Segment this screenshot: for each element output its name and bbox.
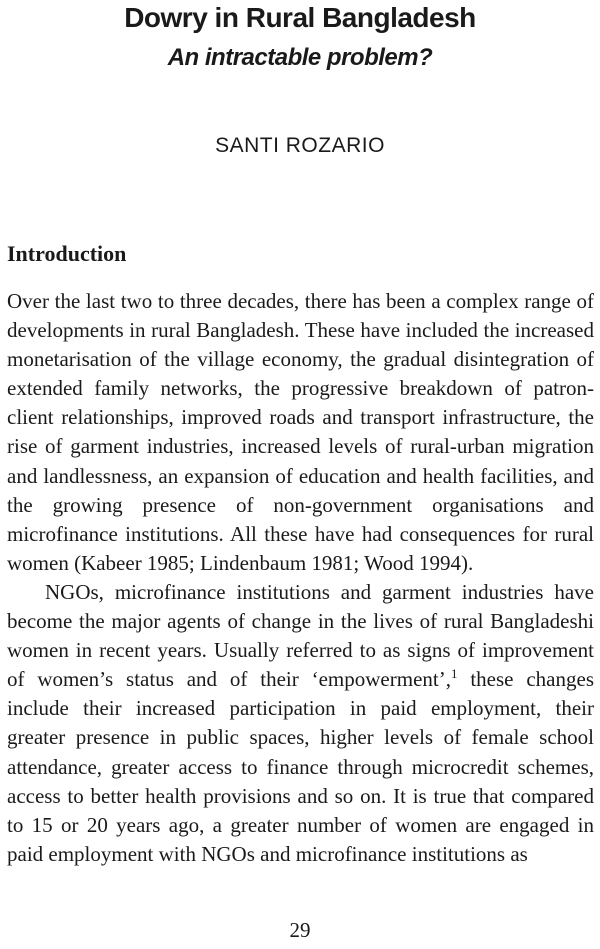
- author-name: SANTI ROZARIO: [215, 134, 385, 157]
- body-text: [7, 287, 594, 869]
- footnote-marker[interactable]: 1: [450, 666, 458, 682]
- paragraph-2: [7, 578, 594, 869]
- paragraph-2-text-before-note: NGOs, microfinance institutions and garment industries have become the major agents of change in the lives of rural Bangladeshi women in recent years. Usually referred to as signs of improvement of women’s status and of their ‘empowerment’,: [7, 579, 594, 692]
- chapter-title: Dowry in Rural Bangladesh: [124, 2, 476, 33]
- page-number: 29: [289, 918, 311, 942]
- section-heading: Introduction: [7, 241, 127, 266]
- paragraph-2-text-after-note: these changes include their increased participation in paid employment, their greater presence in public spaces, higher levels of female school attendance, greater access to finance through microcredit schemes, access to better health provisions and so on. It is true that compared to 15 or 20 years ago, a greater number of women are engaged in paid employment with NGOs and microfinance institutions as: [7, 667, 594, 866]
- paragraph-1: Over the last two to three decades, there has been a complex range of developments in rural Bangladesh. These have included the increased monetarisation of the village economy, the gradual disintegration of extended family networks, the progressive breakdown of patron-client relationships, improved roads and transport infrastructure, the rise of garment industries, increased levels of rural-urban migration and landlessness, an expansion of education and health facilities, and the growing presence of non-government organisations and microfinance institutions. All these have had consequences for rural women (Kabeer 1985; Lindenbaum 1981; Wood 1994).: [7, 289, 594, 575]
- chapter-subtitle: An intractable problem?: [167, 44, 433, 71]
